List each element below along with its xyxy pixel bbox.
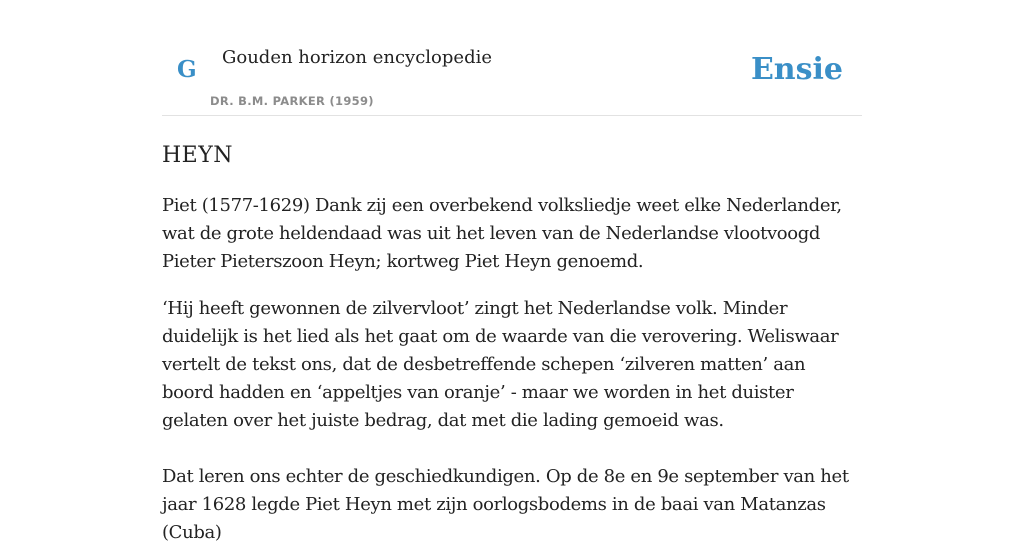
source-logo[interactable]: G xyxy=(177,56,197,83)
brand-logo[interactable]: Ensie xyxy=(750,52,843,87)
source-header xyxy=(162,0,862,116)
article-paragraph: Piet (1577-1629) Dank zij een overbekend volksliedje weet elke Nederlander, wat de grote heldendaad was uit het leven van de Nederlandse vlootvoogd Pieter Pieterszoon Heyn; kortweg Piet Heyn genoemd. xyxy=(162,195,842,272)
page-title: HEYN xyxy=(162,143,234,168)
source-author: DR. B.M. PARKER (1959) xyxy=(210,94,374,108)
article-paragraph: ‘Hij heeft gewonnen de zilvervloot’ zingt het Nederlandse volk. Minder duidelijk is het lied als het gaat om de waarde van die verovering. Weliswaar vertelt de tekst ons, dat de desbetreffende schepen ‘zilveren matten’ aan boord hadden en ‘appeltjes van oranje’ - maar we worden in het duister gelaten over het juiste bedrag, dat met die lading gemoeid was. xyxy=(162,298,839,431)
article-content xyxy=(162,116,862,547)
source-title-link[interactable]: Gouden horizon encyclopedie xyxy=(222,47,492,68)
article-paragraph: Dat leren ons echter de geschiedkundigen. Op de 8e en 9e september van het jaar 1628 legde Piet Heyn met zijn oorlogsbodems in de baai van Matanzas (Cuba) xyxy=(162,466,849,543)
article-page xyxy=(162,0,862,547)
